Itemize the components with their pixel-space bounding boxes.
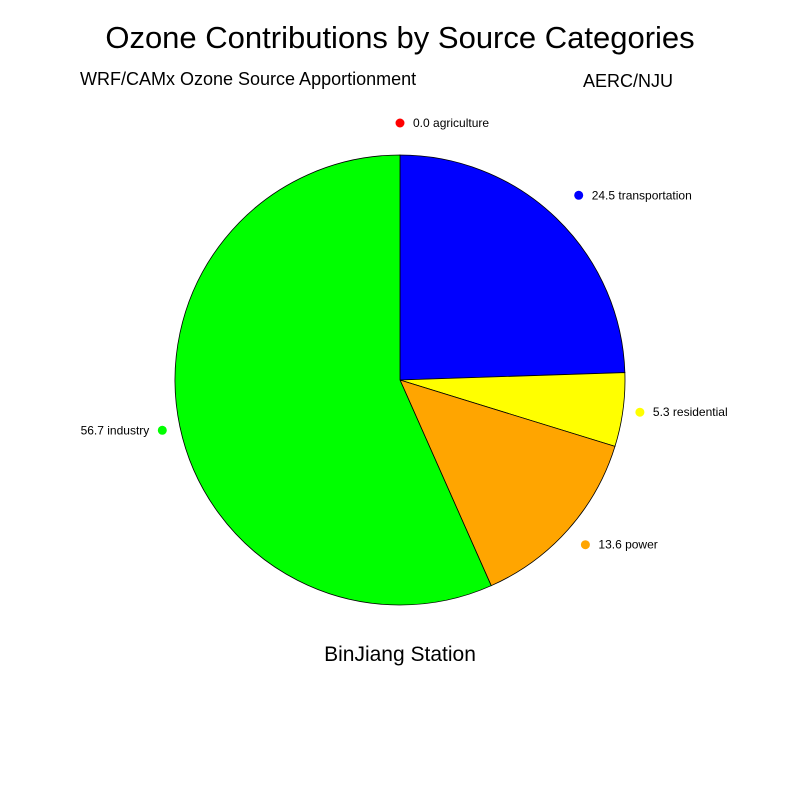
- slice-label-residential: 5.3 residential: [652, 405, 728, 420]
- chart-title: Ozone Contributions by Source Categories: [105, 20, 695, 55]
- legend-marker-agriculture: [396, 119, 405, 128]
- legend-marker-residential: [635, 408, 644, 417]
- pie-slices: [175, 155, 625, 605]
- slice-label-power: 13.6 power: [598, 537, 658, 552]
- legend-marker-industry: [158, 426, 167, 435]
- legend-marker-power: [581, 540, 590, 549]
- chart-subtitle-left: WRF/CAMx Ozone Source Apportionment: [80, 69, 417, 89]
- slice-label-transportation: 24.5 transportation: [591, 188, 692, 203]
- chart-subtitle-right: AERC/NJU: [583, 71, 674, 91]
- station-caption: BinJiang Station: [324, 643, 476, 666]
- slice-label-industry: 56.7 industry: [80, 423, 150, 438]
- slice-label-agriculture: 0.0 agriculture: [413, 116, 490, 130]
- legend-marker-transportation: [574, 191, 583, 200]
